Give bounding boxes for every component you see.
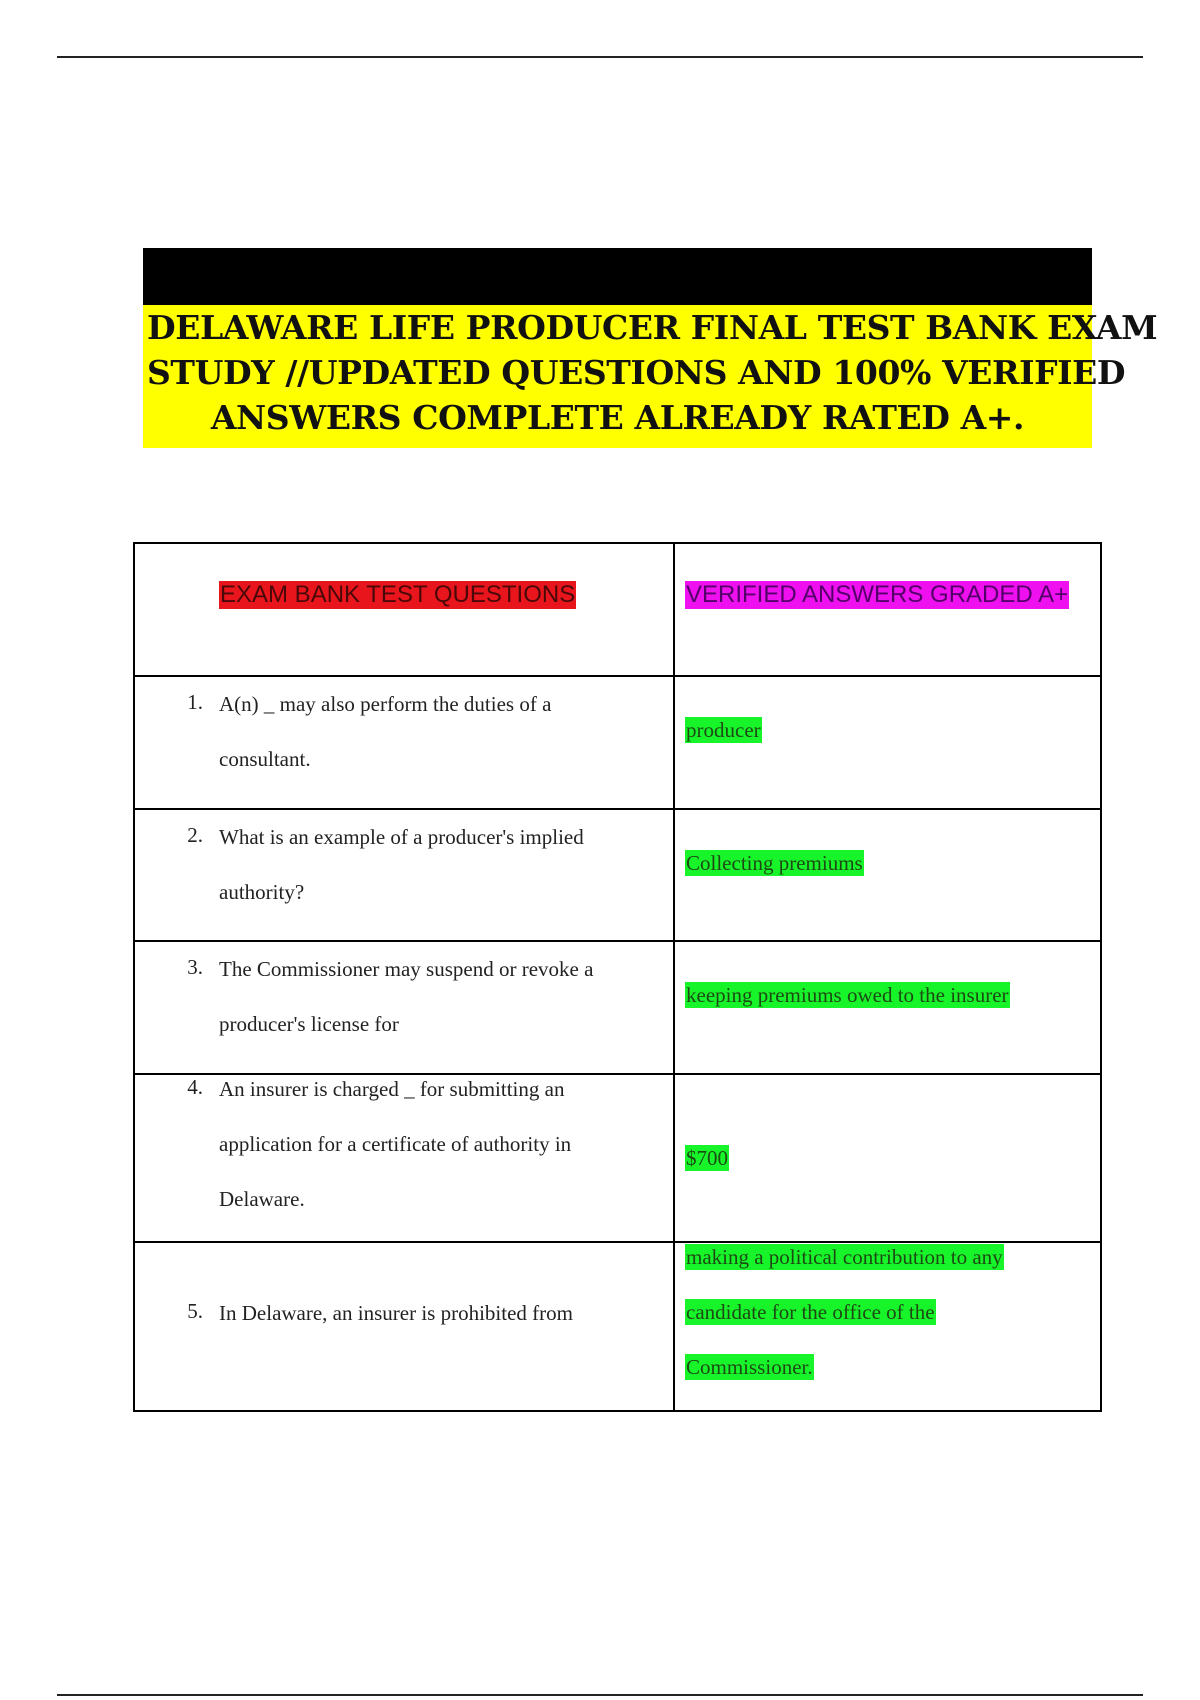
- question-line: authority?: [219, 880, 305, 904]
- table-row: [134, 1074, 1101, 1242]
- question-cell: [134, 1074, 674, 1242]
- document-title: [143, 305, 1158, 448]
- answer-line: keeping premiums owed to the insurer: [686, 983, 1009, 1007]
- question-cell: [134, 809, 674, 941]
- question-line: What is an example of a producer's implied: [219, 825, 584, 849]
- header-question-cell: [134, 543, 674, 676]
- question-number: 3.: [187, 955, 203, 979]
- answer-line: Commissioner.: [686, 1355, 813, 1379]
- question-line: application for a certificate of authority in: [219, 1132, 572, 1156]
- question-cell: [134, 676, 674, 809]
- question-number: 1.: [187, 690, 203, 714]
- table-row: [134, 809, 1101, 941]
- answer-line: making a political contribution to any: [686, 1245, 1003, 1269]
- top-rule: [57, 56, 1143, 58]
- table-row: [134, 941, 1101, 1074]
- answer-cell: [674, 809, 1101, 941]
- question-number: 5.: [187, 1299, 203, 1323]
- table-header-row: [134, 543, 1101, 676]
- header-answers-label: VERIFIED ANSWERS GRADED A+: [686, 581, 1069, 608]
- question-line: A(n) _ may also perform the duties of a: [219, 692, 552, 716]
- question-cell: [134, 1242, 674, 1411]
- answer-cell: [674, 676, 1101, 809]
- answer-line: producer: [686, 718, 761, 742]
- question-number: 4.: [187, 1075, 203, 1099]
- question-line: An insurer is charged _ for submitting an: [219, 1077, 565, 1101]
- answer-line: $700: [686, 1146, 728, 1170]
- bottom-rule: [57, 1694, 1143, 1696]
- answer-cell: [674, 941, 1101, 1074]
- answer-cell: [674, 1242, 1101, 1411]
- title-block: [143, 248, 1158, 448]
- question-number: 2.: [187, 823, 203, 847]
- table-row: [134, 676, 1101, 809]
- answer-line: Collecting premiums: [686, 851, 863, 875]
- question-line: producer's license for: [219, 1012, 399, 1036]
- question-answer-table: [133, 542, 1102, 1412]
- header-answer-cell: [674, 543, 1101, 676]
- question-line: The Commissioner may suspend or revoke a: [219, 957, 594, 981]
- question-line: consultant.: [219, 747, 311, 771]
- title-line: DELAWARE LIFE PRODUCER FINAL TEST BANK EXAM: [147, 308, 1158, 347]
- question-line: Delaware.: [219, 1187, 305, 1211]
- table-row: [134, 1242, 1101, 1411]
- title-black-bar: [143, 248, 1092, 305]
- header-questions-label: EXAM BANK TEST QUESTIONS: [220, 581, 576, 608]
- answer-cell: [674, 1074, 1101, 1242]
- title-line: ANSWERS COMPLETE ALREADY RATED A+.: [210, 398, 1025, 437]
- answer-line: candidate for the office of the: [686, 1300, 935, 1324]
- question-cell: [134, 941, 674, 1074]
- title-line: STUDY //UPDATED QUESTIONS AND 100% VERIFIED: [147, 353, 1126, 392]
- question-line: In Delaware, an insurer is prohibited from: [219, 1301, 573, 1325]
